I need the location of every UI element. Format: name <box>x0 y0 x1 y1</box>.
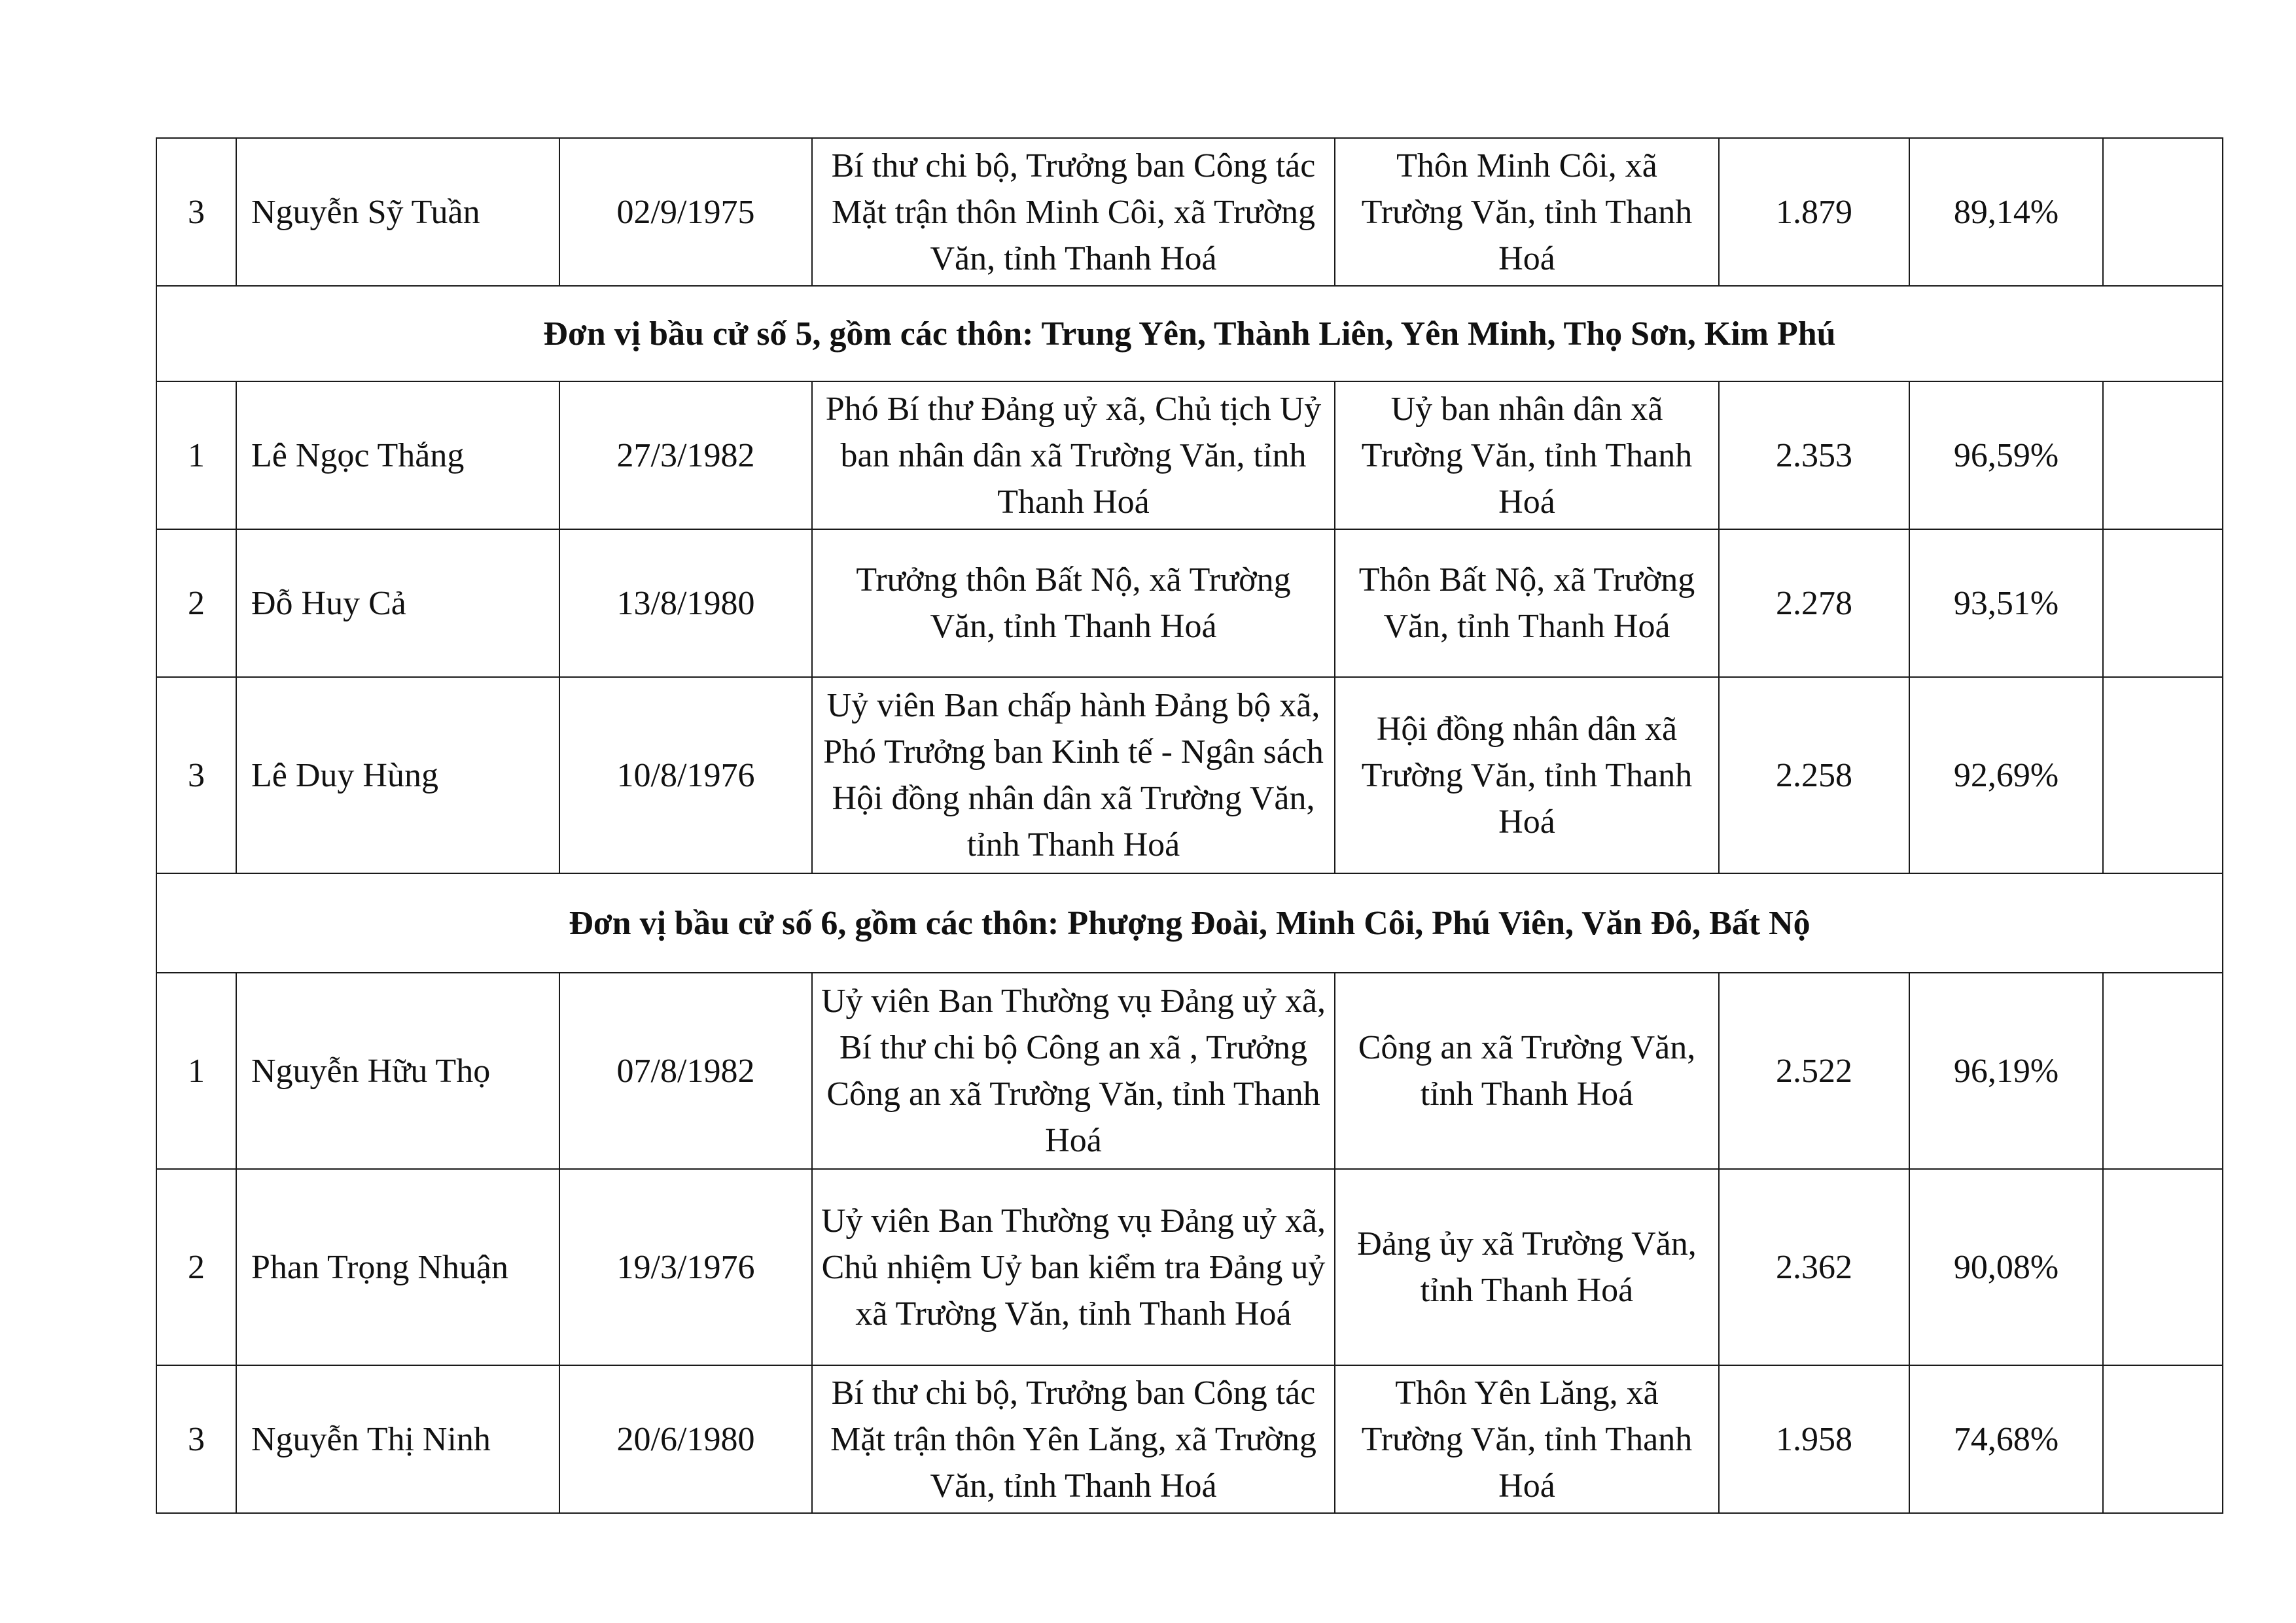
unit-header-row <box>156 873 2223 973</box>
name-cell: Nguyễn Sỹ Tuần <box>236 138 559 286</box>
percent-cell: 96,59% <box>1909 381 2103 529</box>
table-row <box>156 973 2223 1169</box>
percent-cell: 74,68% <box>1909 1365 2103 1513</box>
table-row <box>156 529 2223 677</box>
percent-cell: 89,14% <box>1909 138 2103 286</box>
position-cell: Phó Bí thư Đảng uỷ xã, Chủ tịch Uỷ ban nhân dân xã Trường Văn, tỉnh Thanh Hoá <box>812 381 1335 529</box>
votes-cell: 2.522 <box>1719 973 1909 1169</box>
stt-cell: 3 <box>156 677 236 873</box>
percent-cell: 90,08% <box>1909 1169 2103 1365</box>
name-cell: Lê Ngọc Thắng <box>236 381 559 529</box>
workplace-cell: Thôn Minh Côi, xã Trường Văn, tỉnh Thanh Hoá <box>1335 138 1719 286</box>
table-row <box>156 381 2223 529</box>
votes-cell: 1.879 <box>1719 138 1909 286</box>
workplace-cell: Hội đồng nhân dân xã Trường Văn, tỉnh Thanh Hoá <box>1335 677 1719 873</box>
workplace-cell: Thôn Bất Nộ, xã Trường Văn, tỉnh Thanh Hoá <box>1335 529 1719 677</box>
note-cell <box>2103 138 2223 286</box>
unit-title: Đơn vị bầu cử số 5, gồm các thôn: Trung Yên, Thành Liên, Yên Minh, Thọ Sơn, Kim Phú <box>156 286 2223 381</box>
dob-cell: 10/8/1976 <box>559 677 812 873</box>
votes-cell: 1.958 <box>1719 1365 1909 1513</box>
name-cell: Nguyễn Thị Ninh <box>236 1365 559 1513</box>
stt-cell: 2 <box>156 529 236 677</box>
dob-cell: 27/3/1982 <box>559 381 812 529</box>
dob-cell: 02/9/1975 <box>559 138 812 286</box>
stt-cell: 3 <box>156 138 236 286</box>
workplace-cell: Đảng ủy xã Trường Văn, tỉnh Thanh Hoá <box>1335 1169 1719 1365</box>
unit-title: Đơn vị bầu cử số 6, gồm các thôn: Phượng Đoài, Minh Côi, Phú Viên, Văn Đô, Bất Nộ <box>156 873 2223 973</box>
note-cell <box>2103 677 2223 873</box>
position-cell: Uỷ viên Ban Thường vụ Đảng uỷ xã, Chủ nhiệm Uỷ ban kiểm tra Đảng uỷ xã Trường Văn, tỉnh Thanh Hoá <box>812 1169 1335 1365</box>
note-cell <box>2103 973 2223 1169</box>
unit-header-row <box>156 286 2223 381</box>
dob-cell: 13/8/1980 <box>559 529 812 677</box>
stt-cell: 1 <box>156 973 236 1169</box>
workplace-cell: Uỷ ban nhân dân xã Trường Văn, tỉnh Thanh Hoá <box>1335 381 1719 529</box>
dob-cell: 20/6/1980 <box>559 1365 812 1513</box>
percent-cell: 96,19% <box>1909 973 2103 1169</box>
votes-cell: 2.362 <box>1719 1169 1909 1365</box>
name-cell: Phan Trọng Nhuận <box>236 1169 559 1365</box>
dob-cell: 07/8/1982 <box>559 973 812 1169</box>
name-cell: Đỗ Huy Cả <box>236 529 559 677</box>
table-row <box>156 138 2223 286</box>
percent-cell: 93,51% <box>1909 529 2103 677</box>
table-row <box>156 1169 2223 1365</box>
note-cell <box>2103 1169 2223 1365</box>
name-cell: Lê Duy Hùng <box>236 677 559 873</box>
position-cell: Uỷ viên Ban Thường vụ Đảng uỷ xã, Bí thư chi bộ Công an xã , Trưởng Công an xã Trường Văn, tỉnh Thanh Hoá <box>812 973 1335 1169</box>
election-results-table <box>156 137 2223 1514</box>
stt-cell: 3 <box>156 1365 236 1513</box>
table-row <box>156 1365 2223 1513</box>
stt-cell: 2 <box>156 1169 236 1365</box>
note-cell <box>2103 529 2223 677</box>
name-cell: Nguyễn Hữu Thọ <box>236 973 559 1169</box>
votes-cell: 2.353 <box>1719 381 1909 529</box>
position-cell: Uỷ viên Ban chấp hành Đảng bộ xã, Phó Trưởng ban Kinh tế - Ngân sách Hội đồng nhân dân xã Trường Văn, tỉnh Thanh Hoá <box>812 677 1335 873</box>
votes-cell: 2.278 <box>1719 529 1909 677</box>
position-cell: Bí thư chi bộ, Trưởng ban Công tác Mặt trận thôn Minh Côi, xã Trường Văn, tỉnh Thanh Hoá <box>812 138 1335 286</box>
table-row <box>156 677 2223 873</box>
workplace-cell: Thôn Yên Lăng, xã Trường Văn, tỉnh Thanh Hoá <box>1335 1365 1719 1513</box>
votes-cell: 2.258 <box>1719 677 1909 873</box>
workplace-cell: Công an xã Trường Văn, tỉnh Thanh Hoá <box>1335 973 1719 1169</box>
note-cell <box>2103 1365 2223 1513</box>
position-cell: Bí thư chi bộ, Trưởng ban Công tác Mặt trận thôn Yên Lăng, xã Trường Văn, tỉnh Thanh Hoá <box>812 1365 1335 1513</box>
percent-cell: 92,69% <box>1909 677 2103 873</box>
note-cell <box>2103 381 2223 529</box>
position-cell: Trưởng thôn Bất Nộ, xã Trường Văn, tỉnh Thanh Hoá <box>812 529 1335 677</box>
stt-cell: 1 <box>156 381 236 529</box>
dob-cell: 19/3/1976 <box>559 1169 812 1365</box>
